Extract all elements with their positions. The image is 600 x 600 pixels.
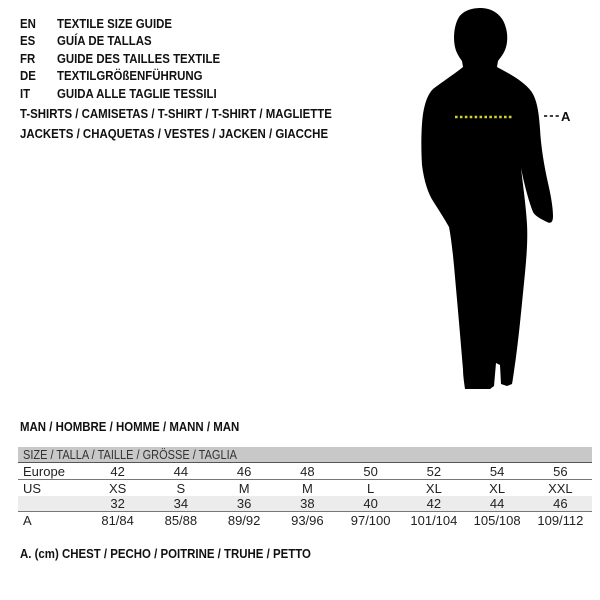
language-label: TEXTILGRÖßENFÜHRUNG (56, 68, 203, 84)
language-code: FR (20, 50, 36, 66)
language-label: GUIDE DES TAILLES TEXTILE (56, 50, 221, 66)
language-row (20, 15, 220, 32)
language-row (20, 32, 220, 49)
footer-note: A. (cm) CHEST / PECHO / POITRINE / TRUHE / PETTO (20, 546, 311, 561)
size-cell: 42 (426, 496, 442, 511)
size-cell: M (238, 480, 250, 496)
size-cell: 101/104 (410, 513, 458, 528)
size-cell: XL (489, 480, 506, 496)
size-cell: 42 (110, 463, 125, 479)
size-cell: 85/88 (164, 513, 198, 528)
size-cell: 109/112 (537, 513, 584, 528)
size-cell: 36 (236, 496, 252, 511)
row-label: A (23, 513, 32, 528)
row-label: US (23, 480, 42, 496)
size-cell: 105/108 (473, 513, 521, 528)
size-cell: M (301, 480, 313, 496)
size-cell: 32 (110, 496, 125, 511)
section-title-man: MAN / HOMBRE / HOMME / MANN / MAN (20, 419, 240, 434)
size-cell: 44 (489, 496, 505, 511)
size-cell: 81/84 (101, 513, 134, 528)
size-cell: 40 (363, 496, 378, 511)
size-cell: XXL (548, 480, 573, 496)
category-line-jackets: JACKETS / CHAQUETAS / VESTES / JACKEN / GIACCHE (20, 126, 329, 141)
size-cell: 97/100 (350, 513, 391, 528)
table-row-numeric (18, 496, 592, 511)
language-row (20, 50, 220, 67)
language-list (20, 15, 247, 102)
measure-label-a: A (561, 109, 571, 124)
size-cell: L (367, 480, 375, 496)
table-row-europe (18, 463, 592, 480)
table-row-chest-a (18, 511, 592, 529)
language-code: IT (20, 85, 31, 101)
language-code: DE (20, 68, 36, 84)
size-cell: 89/92 (227, 513, 261, 528)
size-cell: 54 (489, 463, 505, 479)
size-cell: 46 (553, 496, 568, 511)
size-cell: 34 (173, 496, 189, 511)
size-cell: XS (108, 480, 127, 496)
size-cell: 50 (363, 463, 378, 479)
row-label: Europe (23, 463, 65, 479)
language-label: TEXTILE SIZE GUIDE (56, 16, 173, 31)
language-code: ES (20, 33, 36, 49)
table-row-us (18, 480, 592, 496)
size-cell: 93/96 (291, 513, 324, 528)
language-code: EN (20, 16, 36, 31)
language-label: GUÍA DE TALLAS (56, 33, 152, 49)
size-cell: S (176, 480, 186, 496)
size-table-header: SIZE / TALLA / TAILLE / GRÖSSE / TAGLIA (18, 447, 592, 463)
man-figure (420, 5, 580, 395)
size-cell: 46 (236, 463, 252, 479)
size-cell: 44 (173, 463, 189, 479)
size-cell: XL (425, 480, 442, 496)
size-cell: 56 (553, 463, 568, 479)
size-cell: 48 (300, 463, 315, 479)
size-cell: 38 (300, 496, 315, 511)
language-row (20, 85, 220, 102)
size-table (18, 447, 592, 529)
language-label: GUIDA ALLE TAGLIE TESSILI (56, 85, 217, 101)
category-list (20, 104, 374, 144)
man-silhouette-shape (421, 8, 553, 389)
man-silhouette (420, 5, 580, 395)
language-row (20, 67, 220, 84)
category-line-tshirts: T-SHIRTS / CAMISETAS / T-SHIRT / T-SHIRT / MAGLIETTE (20, 106, 332, 121)
size-cell: 52 (426, 463, 442, 479)
